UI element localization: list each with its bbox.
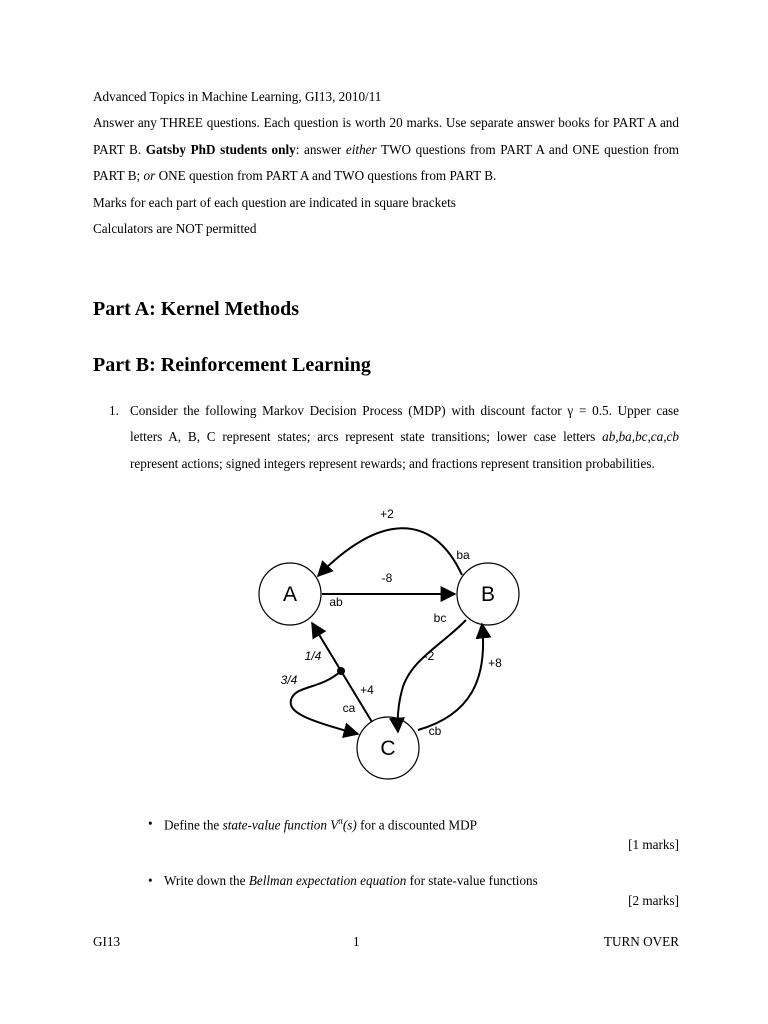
footer-page-number: 1: [353, 934, 360, 949]
footer-course-code: GI13: [93, 934, 121, 949]
state-a-label: A: [282, 583, 298, 606]
bullet-text: Define the: [164, 817, 220, 833]
symbol-v: V: [330, 817, 339, 833]
bullet-text: for state-value functions: [409, 873, 538, 888]
bullet-2: [148, 873, 679, 889]
footer-turn-over: TURN OVER: [603, 934, 679, 949]
question-sentence: represent actions; signed integers represent rewards; and fractions represent transition probabilities.: [130, 455, 655, 471]
ba-action-label: ba: [456, 548, 470, 562]
calculator-note: Calculators are NOT permitted: [93, 221, 257, 237]
ca-action-label: ca: [342, 701, 356, 715]
arc-ba: [318, 528, 462, 576]
ab-action-label: ab: [329, 595, 343, 609]
state-b-label: B: [480, 583, 496, 606]
cb-reward-label: +8: [488, 656, 502, 670]
bullet-text: for a discounted MDP: [360, 817, 477, 833]
bullet-2-text: [164, 873, 679, 889]
bullet-dot: •: [148, 873, 153, 888]
term-state-value-function: state-value function: [222, 817, 327, 833]
ca-reward-label: +4: [360, 683, 374, 697]
chance-node: [337, 667, 345, 675]
or-word: or: [143, 168, 156, 184]
symbol-arg: (s): [342, 817, 357, 833]
bullet-2-marks: [2 marks]: [628, 893, 679, 908]
course-line: Advanced Topics in Machine Learning, GI13, 2010/11: [93, 89, 382, 104]
bullet-1-text: [164, 816, 679, 833]
instructions-text: TWO questions from PART A and ONE question from PART B;: [93, 141, 680, 184]
gamma-value: γ = 0.5.: [567, 403, 612, 418]
instructions-text: ONE question from PART A and TWO questions from PART B.: [158, 168, 497, 184]
instructions-text: Answer any THREE questions. Each question is worth 20 marks. Use separate answer books for PART A and PART B.: [93, 115, 679, 157]
exam-header: [93, 84, 679, 242]
term-bellman-expectation: Bellman expectation equation: [248, 873, 407, 888]
ca-prob-c-label: 3/4: [280, 673, 298, 687]
gatsby-note: Gatsby PhD students only: [145, 141, 296, 157]
ba-reward-label: +2: [380, 507, 394, 521]
action-list: ab,ba,bc,ca,cb: [602, 429, 679, 445]
bullet-1-marks: [1 marks]: [628, 837, 679, 852]
bc-action-label: bc: [433, 611, 447, 625]
either-word: either: [345, 141, 377, 157]
question-text: [130, 398, 679, 477]
bc-reward-label: -2: [423, 649, 435, 663]
instructions: [93, 110, 679, 189]
question-sentence: Consider the following Markov Decision Process (MDP) with discount factor: [130, 403, 562, 418]
part-b-heading: Part B: Reinforcement Learning: [93, 354, 371, 376]
question-sentence: Upper case letters A, B, C represent states; arcs represent state transitions; lower case letters: [130, 403, 680, 445]
mdp-diagram: [240, 500, 540, 790]
question-number: 1.: [109, 403, 119, 418]
state-c-label: C: [380, 737, 396, 760]
arc-cb: [418, 624, 483, 730]
ab-reward-label: -8: [381, 571, 393, 585]
instructions-text: : answer: [295, 141, 342, 157]
ca-prob-a-label: 1/4: [304, 649, 322, 663]
question-1: [109, 398, 679, 477]
bullet-1: [148, 816, 679, 833]
symbol-pi: π: [338, 816, 343, 826]
part-a-heading: Part A: Kernel Methods: [93, 298, 300, 320]
marks-note: Marks for each part of each question are indicated in square brackets: [93, 194, 456, 210]
bullet-text: Write down the: [164, 873, 246, 888]
bullet-dot: •: [148, 816, 153, 831]
arc-bc: [398, 620, 466, 732]
cb-action-label: cb: [428, 724, 442, 738]
